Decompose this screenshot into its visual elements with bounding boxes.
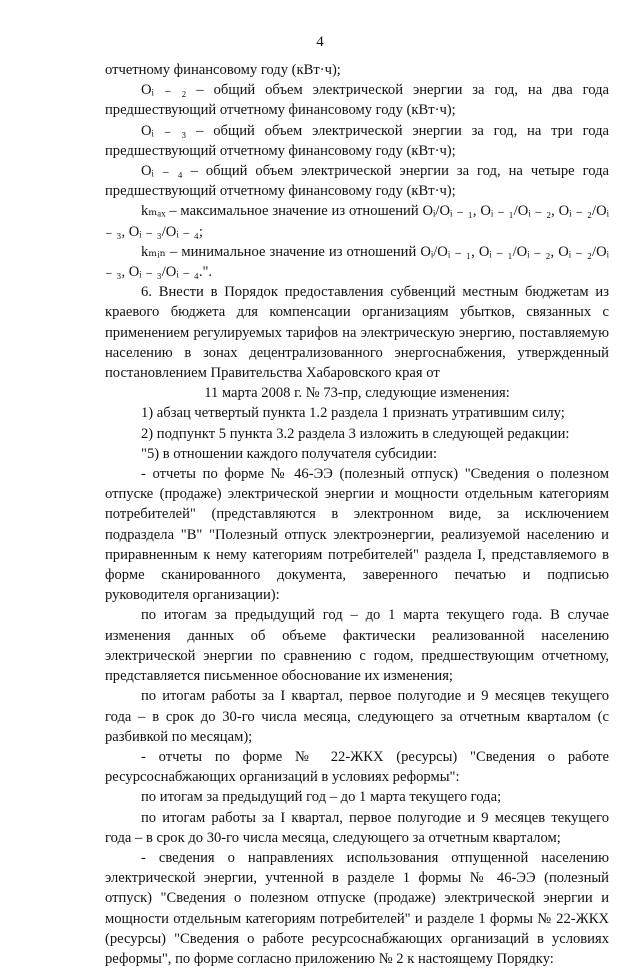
- paragraph: по итогам за предыдущий год – до 1 марта текущего года. В случае изменения данных об объеме фактически реализованной населению электрической энергии по сравнению с годом, предшествующим отчетному, представляется письменное обоснование их изменения;: [105, 607, 609, 685]
- paragraph: - отчеты по форме № 46-ЭЭ (полезный отпуск) "Сведения о полезном отпуске (продаже) электрической энергии и мощности отдельным категориям потребителей" (представляются в электронном виде, за исключением подраздела "B" "Полезный отпуск электроэнергии, реализуемой населению и приравненным к нему категориям потребителей" раздела I, представляемого в форме сканированного документа, заверенного печатью и подписью руководителя организации):: [105, 466, 609, 604]
- paragraph: 1) абзац четвертый пункта 1.2 раздела 1 признать утратившим силу;: [141, 405, 565, 422]
- paragraph: kₘᵢₙ – минимальное значение из отношений Oᵢ/Oᵢ ₋ ₁, Oᵢ ₋ ₁/Oᵢ ₋ ₂, Oᵢ ₋ ₂/Oᵢ ₋ ₃, Oᵢ ₋ ₃/Oᵢ ₋ ₄.".: [105, 243, 609, 281]
- paragraph: Oᵢ ₋ ₂ – общий объем электрической энергии за год, на два года предшествующий отчетному финансовому году (кВт·ч);: [105, 82, 609, 119]
- paragraph: 6. Внести в Порядок предоставления субвенций местным бюджетам из краевого бюджета для компенсации организациям убытков, связанных с применением регулируемых тарифов на электрическую энергию, поставляемую населению в зонах децентрализованного энергоснабжения, утвержденный постановлением Правительства Хабаровского края от: [105, 284, 609, 382]
- paragraph: "5) в отношении каждого получателя субсидии:: [141, 445, 438, 462]
- paragraph: Oᵢ ₋ ₃ – общий объем электрической энергии за год, на три года предшествующий отчетному финансовому году (кВт·ч);: [105, 122, 609, 159]
- document-body: [105, 60, 609, 969]
- paragraph: по итогам за предыдущий год – до 1 марта текущего года;: [141, 789, 502, 806]
- paragraph: - сведения о направлениях использования отпущенной населению электрической энергии, учтенной в разделе 1 формы № 46-ЭЭ (полезный отпуск) "Сведения о полезном отпуске (продаже) электрической энергии и мощности отдельным категориям потребителей" и разделе 1 формы № 22-ЖКХ (ресурсы) "Сведения о работе ресурсоснабжающих организаций в условиях реформы", по форме согласно приложению № 2 к настоящему Порядку:: [105, 849, 609, 967]
- paragraph: Oᵢ ₋ ₄ – общий объем электрической энергии за год, на четыре года предшествующий отчетному финансовому году (кВт·ч);: [105, 163, 609, 200]
- paragraph: 11 марта 2008 г. № 73-пр, следующие изменения:: [204, 385, 510, 402]
- paragraph: по итогам работы за I квартал, первое полугодие и 9 месяцев текущего года – в срок до 30-го числа месяца, следующего за отчетным кварталом (с разбивкой по месяцам);: [105, 688, 609, 745]
- page-number: 4: [316, 34, 324, 50]
- paragraph: - отчеты по форме № 22-ЖКХ (ресурсы) "Сведения о работе ресурсоснабжающих организаций в условиях реформы":: [105, 748, 609, 786]
- paragraph: по итогам работы за I квартал, первое полугодие и 9 месяцев текущего года – в срок до 30-го числа месяца, следующего за отчетным кварталом;: [105, 809, 609, 846]
- paragraph: отчетному финансовому году (кВт·ч);: [105, 62, 341, 78]
- paragraph: 2) подпункт 5 пункта 3.2 раздела 3 изложить в следующей редакции:: [141, 425, 570, 442]
- paragraph: kₘₐₓ – максимальное значение из отношений Oᵢ/Oᵢ ₋ ₁, Oᵢ ₋ ₁/Oᵢ ₋ ₂, Oᵢ ₋ ₂/Oᵢ ₋ ₃, Oᵢ ₋ ₃/Oᵢ ₋ ₄;: [105, 203, 609, 240]
